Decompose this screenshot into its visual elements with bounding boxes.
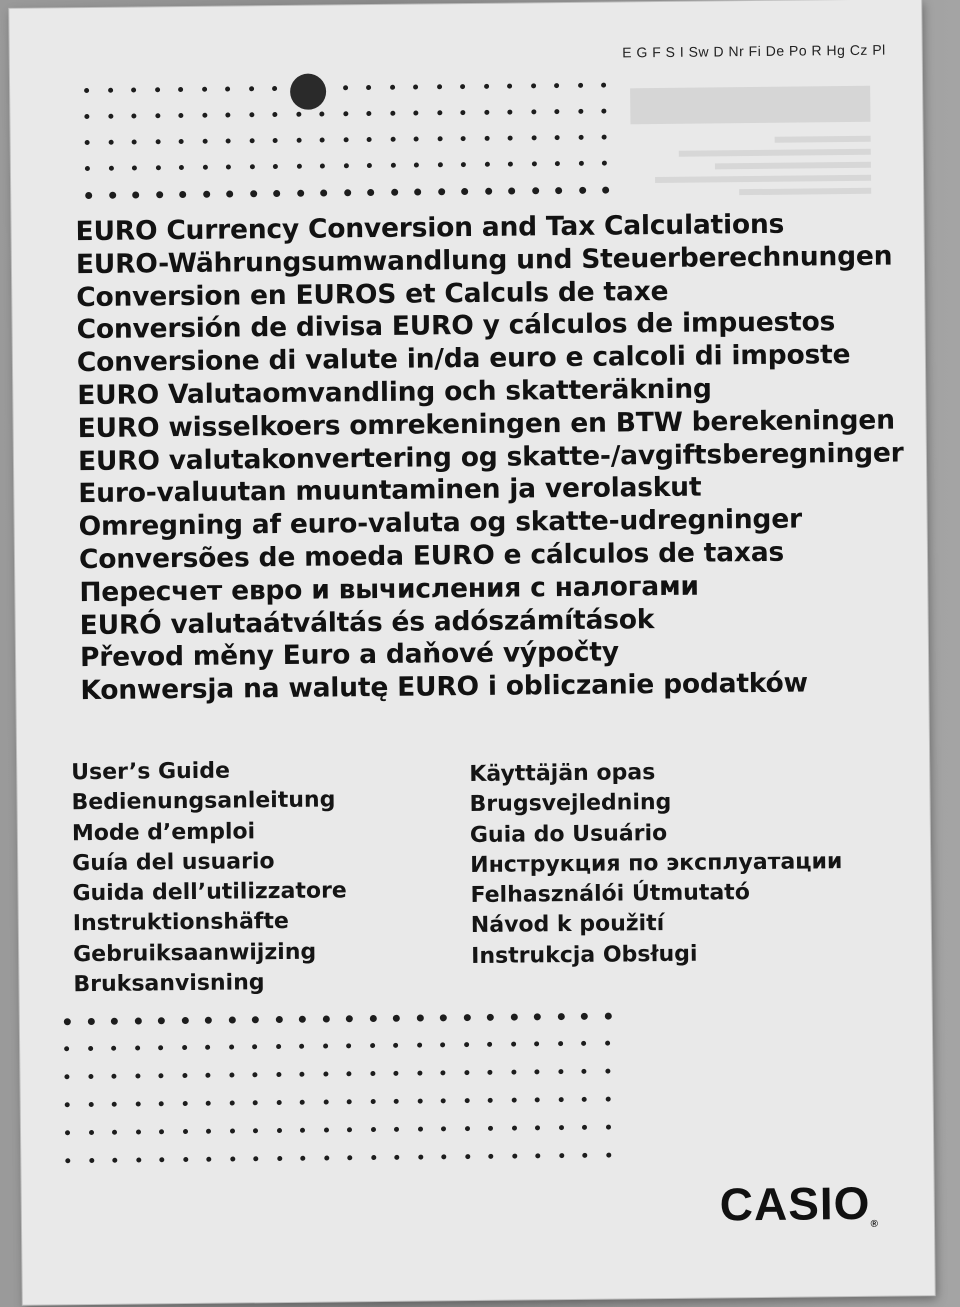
dot <box>601 83 606 88</box>
dot <box>579 187 586 194</box>
dot <box>578 161 583 166</box>
dot <box>324 1156 329 1161</box>
dot <box>202 113 207 118</box>
dot <box>64 1074 69 1079</box>
dot <box>203 191 210 198</box>
dot <box>159 1101 164 1106</box>
dot <box>158 1045 163 1050</box>
dot <box>390 85 395 90</box>
dot <box>131 87 136 92</box>
dot <box>88 1046 93 1051</box>
dot <box>414 137 419 142</box>
title-english: EURO Currency Conversion and Tax Calculations <box>75 208 785 248</box>
dot <box>487 1042 492 1047</box>
dot <box>88 1130 93 1135</box>
dot <box>112 1102 117 1107</box>
dot <box>390 137 395 142</box>
dot <box>366 111 371 116</box>
title-german: EURO-Währungsumwandlung und Steuerberechnungen <box>75 240 893 280</box>
dot <box>253 1128 258 1133</box>
dot <box>134 1017 141 1024</box>
dot <box>413 85 418 90</box>
dot <box>206 1101 211 1106</box>
dot <box>507 110 512 115</box>
dot <box>181 1017 188 1024</box>
dot <box>276 1044 281 1049</box>
dot <box>108 114 113 119</box>
dot <box>463 1014 470 1021</box>
dot <box>299 1044 304 1049</box>
dot <box>437 162 442 167</box>
dot <box>394 1155 399 1160</box>
dot <box>558 1097 563 1102</box>
dot <box>229 1101 234 1106</box>
dot <box>413 111 418 116</box>
dot <box>228 1016 235 1023</box>
title-russian: Пересчет евро и вычисления с налогами <box>79 570 699 608</box>
dot <box>441 1154 446 1159</box>
dot <box>367 137 372 142</box>
dot <box>508 162 513 167</box>
dot <box>555 161 560 166</box>
dot <box>437 84 442 89</box>
dot <box>531 161 536 166</box>
dot <box>131 113 136 118</box>
dot <box>440 1014 447 1021</box>
manual-cover <box>9 0 935 1305</box>
dot <box>484 84 489 89</box>
dot <box>343 111 348 116</box>
dot <box>253 1100 258 1105</box>
dot <box>344 189 351 196</box>
dot <box>461 162 466 167</box>
dot <box>320 164 325 169</box>
guide-polish: Instrukcja Obsługi <box>471 941 698 969</box>
dot <box>460 84 465 89</box>
dot <box>159 1129 164 1134</box>
dot <box>582 1097 587 1102</box>
dot <box>64 1018 71 1025</box>
dot <box>347 1155 352 1160</box>
dot <box>534 1069 539 1074</box>
dot <box>508 136 513 141</box>
guide-german: Bedienungsanleitung <box>71 787 336 816</box>
dot <box>202 165 207 170</box>
dot <box>581 1069 586 1074</box>
title-hungarian: EURÓ valutaátváltás és adószámítások <box>79 603 655 641</box>
dot <box>158 1017 165 1024</box>
title-danish: Omregning af euro-valuta og skatte-udregninger <box>78 503 803 543</box>
dot <box>230 1157 235 1162</box>
guide-russian: Инструкция по эксплуатации <box>470 849 843 878</box>
dot <box>179 139 184 144</box>
dot <box>484 136 489 141</box>
title-dutch: EURO wisselkoers omrekeningen en BTW berekeningen <box>77 404 895 444</box>
dot <box>557 1013 564 1020</box>
dot <box>535 1125 540 1130</box>
dot <box>460 110 465 115</box>
dot <box>487 1070 492 1075</box>
dot <box>535 1097 540 1102</box>
dot <box>156 191 163 198</box>
dot <box>273 164 278 169</box>
dot <box>559 1153 564 1158</box>
dot <box>558 1069 563 1074</box>
dot <box>111 1074 116 1079</box>
dot <box>581 1041 586 1046</box>
dot <box>440 1042 445 1047</box>
dot <box>417 1043 422 1048</box>
dot <box>508 188 515 195</box>
dot <box>205 1073 210 1078</box>
guide-list-right <box>469 756 891 972</box>
dot <box>488 1098 493 1103</box>
dot <box>87 1018 94 1025</box>
dot <box>605 1125 610 1130</box>
dot <box>320 189 327 196</box>
dot <box>370 1127 375 1132</box>
dot <box>155 165 160 170</box>
guide-czech: Návod k použití <box>470 911 665 939</box>
dot <box>108 88 113 93</box>
dot <box>393 1015 400 1022</box>
dot <box>109 192 116 199</box>
dot <box>250 190 257 197</box>
dot <box>272 86 277 91</box>
dot <box>602 187 609 194</box>
dot <box>182 1129 187 1134</box>
guide-italian: Guida dell’utilizzatore <box>72 878 347 907</box>
dot <box>88 1074 93 1079</box>
dot <box>535 1153 540 1158</box>
dot <box>414 163 419 168</box>
dot <box>531 135 536 140</box>
dot <box>464 1098 469 1103</box>
dot <box>417 1127 422 1132</box>
dot <box>202 139 207 144</box>
dot <box>158 1073 163 1078</box>
dot <box>511 1098 516 1103</box>
dot <box>84 114 89 119</box>
dot <box>416 1015 423 1022</box>
dot <box>108 140 113 145</box>
dot <box>323 1128 328 1133</box>
casio-logo: CASIO® <box>719 1176 879 1231</box>
dot <box>155 113 160 118</box>
dot <box>108 166 113 171</box>
dot <box>206 1129 211 1134</box>
dot <box>300 1156 305 1161</box>
dot <box>347 1127 352 1132</box>
title-swedish: EURO Valutaomvandling och skatteräkning <box>77 373 712 412</box>
dot <box>394 1099 399 1104</box>
dot <box>226 138 231 143</box>
dot <box>605 1069 610 1074</box>
language-codes: E G F S I Sw D Nr Fi De Po R Hg Cz Pl <box>622 41 886 61</box>
dot <box>132 139 137 144</box>
dot <box>226 164 231 169</box>
dot <box>323 1100 328 1105</box>
dot <box>252 1044 257 1049</box>
dot <box>273 190 280 197</box>
dot <box>581 1013 588 1020</box>
dot <box>319 112 324 117</box>
dot <box>299 1016 306 1023</box>
dot <box>512 1154 517 1159</box>
dot <box>300 1100 305 1105</box>
dot <box>155 139 160 144</box>
guide-danish: Brugsvejledning <box>469 790 672 818</box>
dot <box>111 1046 116 1051</box>
dot <box>343 137 348 142</box>
guide-french: Mode d’emploi <box>71 818 256 846</box>
dot <box>112 1158 117 1163</box>
title-spanish: Conversión de divisa EURO y cálculos de impuestos <box>76 306 836 346</box>
title-french: Conversion en EUROS et Calculs de taxe <box>76 275 669 313</box>
dot <box>601 109 606 114</box>
guide-swedish: Instruktionshäfte <box>72 909 289 937</box>
dot <box>510 1014 517 1021</box>
dot <box>343 85 348 90</box>
dot <box>464 1070 469 1075</box>
dot <box>300 1128 305 1133</box>
dot <box>276 1100 281 1105</box>
dot <box>417 1099 422 1104</box>
dot <box>554 109 559 114</box>
dot <box>299 1072 304 1077</box>
dot <box>465 1154 470 1159</box>
dot <box>249 112 254 117</box>
dot <box>370 1043 375 1048</box>
dot <box>226 190 233 197</box>
dot <box>89 1158 94 1163</box>
guide-list-left <box>71 754 454 1000</box>
dot <box>85 166 90 171</box>
dot <box>488 1126 493 1131</box>
dot <box>606 1153 611 1158</box>
dot <box>390 163 395 168</box>
dot <box>371 1155 376 1160</box>
dot <box>511 1070 516 1075</box>
dot <box>578 109 583 114</box>
dot <box>296 164 301 169</box>
dot <box>578 83 583 88</box>
dot <box>252 1016 259 1023</box>
dot <box>202 87 207 92</box>
dot <box>511 1042 516 1047</box>
dot <box>229 1045 234 1050</box>
dot <box>417 1071 422 1076</box>
dot <box>440 1070 445 1075</box>
dot <box>464 1126 469 1131</box>
title-italian: Conversione di valute in/da euro e calcoli di imposte <box>76 339 851 379</box>
dot <box>297 190 304 197</box>
dot <box>441 1126 446 1131</box>
dot <box>346 1015 353 1022</box>
guide-finnish: Käyttäjän opas <box>469 760 656 788</box>
guide-english: User’s Guide <box>71 758 231 786</box>
dot <box>277 1156 282 1161</box>
dot <box>390 111 395 116</box>
dot <box>370 1071 375 1076</box>
dot <box>531 83 536 88</box>
dot <box>205 1045 210 1050</box>
dot <box>461 188 468 195</box>
dot <box>249 164 254 169</box>
dot <box>155 87 160 92</box>
dot <box>507 84 512 89</box>
dot <box>64 1046 69 1051</box>
dot <box>320 138 325 143</box>
dot <box>605 1097 610 1102</box>
dot <box>183 1157 188 1162</box>
dot <box>182 1045 187 1050</box>
dot <box>323 1072 328 1077</box>
dot <box>602 135 607 140</box>
dot <box>135 1129 140 1134</box>
dot <box>602 161 607 166</box>
dot <box>393 1043 398 1048</box>
dot <box>488 1154 493 1159</box>
dot <box>229 1129 234 1134</box>
dot <box>511 1126 516 1131</box>
dot <box>346 1071 351 1076</box>
dot <box>135 1046 140 1051</box>
dot <box>178 87 183 92</box>
dot <box>394 1127 399 1132</box>
dot <box>135 1074 140 1079</box>
dot <box>65 1158 70 1163</box>
dot <box>296 112 301 117</box>
dot <box>484 110 489 115</box>
dot <box>249 138 254 143</box>
dot <box>85 140 90 145</box>
dot <box>182 1073 187 1078</box>
dot <box>179 191 186 198</box>
dot <box>441 1098 446 1103</box>
dot <box>578 135 583 140</box>
dot <box>132 191 139 198</box>
title-portuguese: Conversões de moeda EURO e cálculos de taxas <box>78 536 785 576</box>
dot <box>135 1101 140 1106</box>
dot <box>275 1016 282 1023</box>
dot <box>347 1099 352 1104</box>
dot <box>582 1125 587 1130</box>
dot <box>179 165 184 170</box>
bleed-through-text <box>630 86 871 204</box>
guide-hungarian: Felhasználói Útmutató <box>470 880 751 909</box>
dot <box>484 162 489 167</box>
dot <box>253 1156 258 1161</box>
dot <box>136 1157 141 1162</box>
dot <box>370 1099 375 1104</box>
dot <box>346 1043 351 1048</box>
dot <box>393 1071 398 1076</box>
dot <box>582 1153 587 1158</box>
guide-dutch: Gebruiksaanwijzing <box>73 939 317 967</box>
dot <box>276 1128 281 1133</box>
dot <box>418 1155 423 1160</box>
dot <box>132 165 137 170</box>
dot <box>558 1041 563 1046</box>
dot <box>437 110 442 115</box>
dot <box>604 1013 611 1020</box>
dot <box>296 138 301 143</box>
title-norwegian: EURO valutakonvertering og skatte-/avgiftsberegninger <box>77 437 904 477</box>
dot <box>276 1072 281 1077</box>
guide-portuguese: Guia do Usuário <box>469 820 668 848</box>
dot <box>367 163 372 168</box>
dot <box>225 113 230 118</box>
dot <box>367 189 374 196</box>
dot <box>437 136 442 141</box>
dot <box>487 1014 494 1021</box>
dot <box>531 109 536 114</box>
title-czech: Převod měny Euro a daňové výpočty <box>79 636 620 674</box>
title-block <box>75 208 904 709</box>
dot <box>229 1073 234 1078</box>
dot <box>555 187 562 194</box>
dot <box>249 86 254 91</box>
dot <box>88 1102 93 1107</box>
dot <box>65 1102 70 1107</box>
dot <box>605 1041 610 1046</box>
dot <box>532 187 539 194</box>
dot <box>84 88 89 93</box>
dot <box>178 113 183 118</box>
dot <box>391 189 398 196</box>
dot <box>111 1018 118 1025</box>
dot <box>369 1015 376 1022</box>
dot <box>85 192 92 199</box>
dot <box>182 1101 187 1106</box>
dot <box>252 1072 257 1077</box>
dot <box>438 188 445 195</box>
dot <box>534 1041 539 1046</box>
dot <box>272 112 277 117</box>
title-polish: Konwersja na walutę EURO i obliczanie podatków <box>80 667 808 707</box>
punch-hole <box>290 73 326 109</box>
title-finnish: Euro-valuutan muuntaminen ja verolaskut <box>78 471 702 510</box>
dot <box>554 83 559 88</box>
dot <box>555 135 560 140</box>
guide-norwegian: Bruksanvisning <box>73 970 265 998</box>
dot <box>206 1157 211 1162</box>
dot <box>159 1157 164 1162</box>
dot <box>343 163 348 168</box>
dot <box>225 87 230 92</box>
guide-spanish: Guía del usuario <box>72 848 275 877</box>
dot <box>323 1044 328 1049</box>
dot <box>205 1017 212 1024</box>
dot <box>273 138 278 143</box>
dot <box>558 1125 563 1130</box>
dot <box>65 1130 70 1135</box>
dot <box>366 85 371 90</box>
dot <box>534 1013 541 1020</box>
dot <box>461 136 466 141</box>
dot <box>414 189 421 196</box>
dot <box>485 188 492 195</box>
dot <box>322 1016 329 1023</box>
dot <box>464 1042 469 1047</box>
dot <box>112 1130 117 1135</box>
